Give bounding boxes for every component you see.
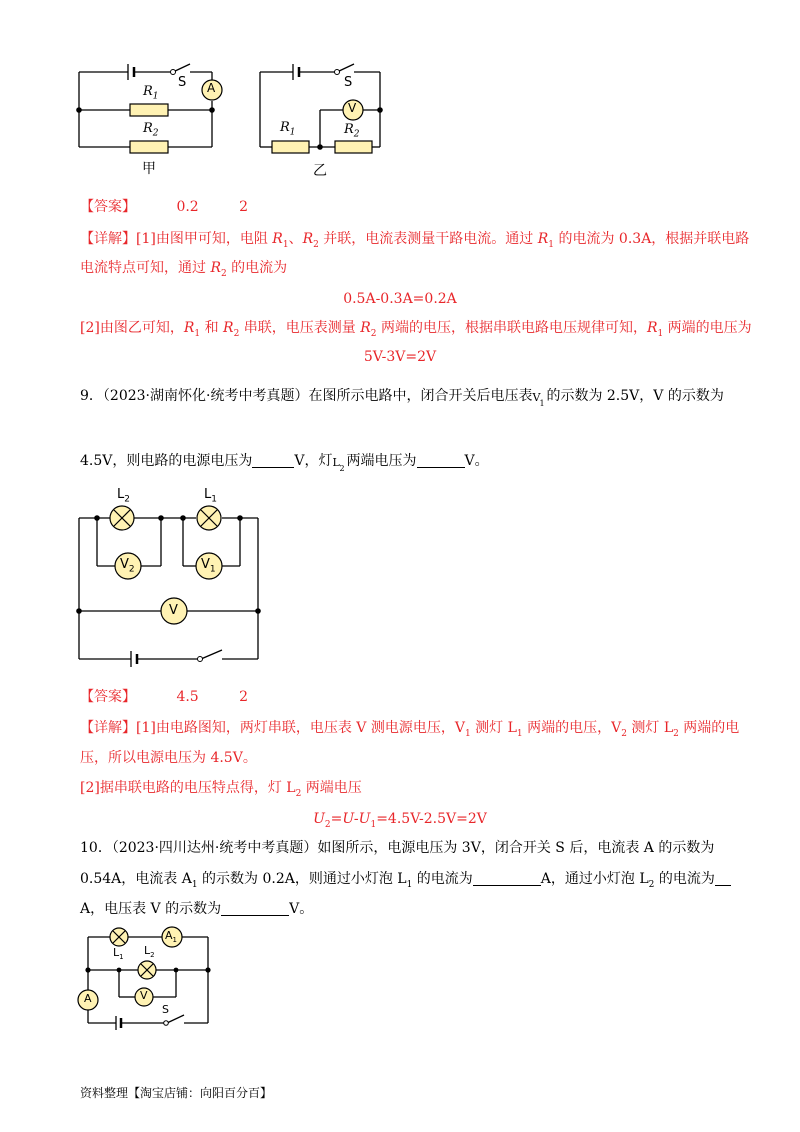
question-9-line-1: 9．（2023·湖南怀化·统考中考真题）在图所示电路中，闭合开关后电压表 V 1 的示数为 2.5V，V 的示数为	[80, 388, 724, 408]
figure-caption-yi: 乙	[313, 163, 327, 179]
meter-label-a1: $A_1$	[165, 929, 177, 945]
detail-line-3: [2]据串联电路的电压特点得，灯 $L_2$ 两端电压	[80, 780, 362, 799]
answer-value-1: 4.5	[176, 689, 199, 705]
answer-tag: 【答案】	[80, 689, 136, 705]
detail-line-1: 【详解】[1]由图甲可知，电阻 $R_1$、$R_2$ 并联，电流表测量干路电流。通过 $R_1$ 的电流为 0.3A，根据并联电路	[80, 231, 750, 250]
footer-text: 资料整理【淘宝店铺：向阳百分百】	[80, 1086, 273, 1100]
question-10-line-1: 10．（2023·四川达州·统考中考真题）如图所示，电源电压为 3V，闭合开关 S 后，电流表 A 的示数为	[80, 840, 715, 856]
lamp-label-l1: $L_1$	[113, 946, 124, 962]
answer-value-2: 2	[239, 689, 249, 705]
resistor-label-r1: $R_1$	[143, 84, 159, 102]
equation-1: 0.5A-0.3A=0.2A	[343, 291, 457, 307]
question-10-line-2: 0.54A，电流表 $A_1$ 的示数为 0.2A，则通过小灯泡 $L_1$ 的电流为 A，通过小灯泡 $L_2$ 的电流为	[80, 869, 731, 895]
meter-label-v: V	[169, 603, 178, 618]
switch-label-s: S	[162, 1003, 169, 1016]
meter-label-a: A	[207, 81, 216, 95]
meter-label-v1: $V_1$	[201, 557, 216, 575]
lamp-label-l2: $L_2$	[144, 944, 155, 960]
equation-3: $U_2=U-U_1=4.5V-2.5V=2V$	[313, 811, 487, 830]
lamp-label-l1: $L_1$	[204, 487, 217, 505]
meter-label-v2: $V_2$	[120, 557, 135, 575]
detail-line-2: 电流特点可知，通过 $R_2$ 的电流为	[80, 260, 288, 279]
meter-label-v: V	[140, 989, 148, 1002]
answer-value-1: 0.2	[176, 199, 199, 215]
switch-label-s: S	[178, 75, 187, 90]
resistor-label-r2: $R_2$	[143, 121, 159, 139]
resistor-label-r1: $R_1$	[280, 120, 296, 138]
answer-tag: 【答案】	[80, 199, 136, 215]
switch-label-s: S	[344, 75, 353, 90]
equation-2: 5V-3V=2V	[363, 349, 437, 365]
question-9-line-2: 4.5V，则电路的电源电压为 V，灯 L 2 两端电压为 V。	[80, 453, 489, 473]
lamp-label-l2: $L_2$	[117, 487, 130, 505]
resistor-label-r2: $R_2$	[344, 122, 360, 140]
meter-label-a: A	[84, 992, 92, 1005]
detail-line-3: [2]由图乙可知，$R_1$ 和 $R_2$ 串联，电压表测量 $R_2$ 两端的电压，根据串联电路电压规律可知，$R_1$ 两端的电压为	[80, 320, 752, 339]
meter-label-v: V	[348, 101, 357, 115]
figure-caption-jia: 甲	[142, 161, 156, 177]
detail-line-2: 压，所以电源电压为 4.5V。	[80, 750, 257, 766]
answer-value-2: 2	[239, 199, 249, 215]
question-10-line-3: A，电压表 V 的示数为 V。	[80, 901, 314, 917]
detail-line-1: 【详解】[1]由电路图知，两灯串联，电压表 V 测电源电压，$V_1$ 测灯 $L_1$ 两端的电压，$V_2$ 测灯 $L_2$ 两端的电	[80, 720, 740, 739]
